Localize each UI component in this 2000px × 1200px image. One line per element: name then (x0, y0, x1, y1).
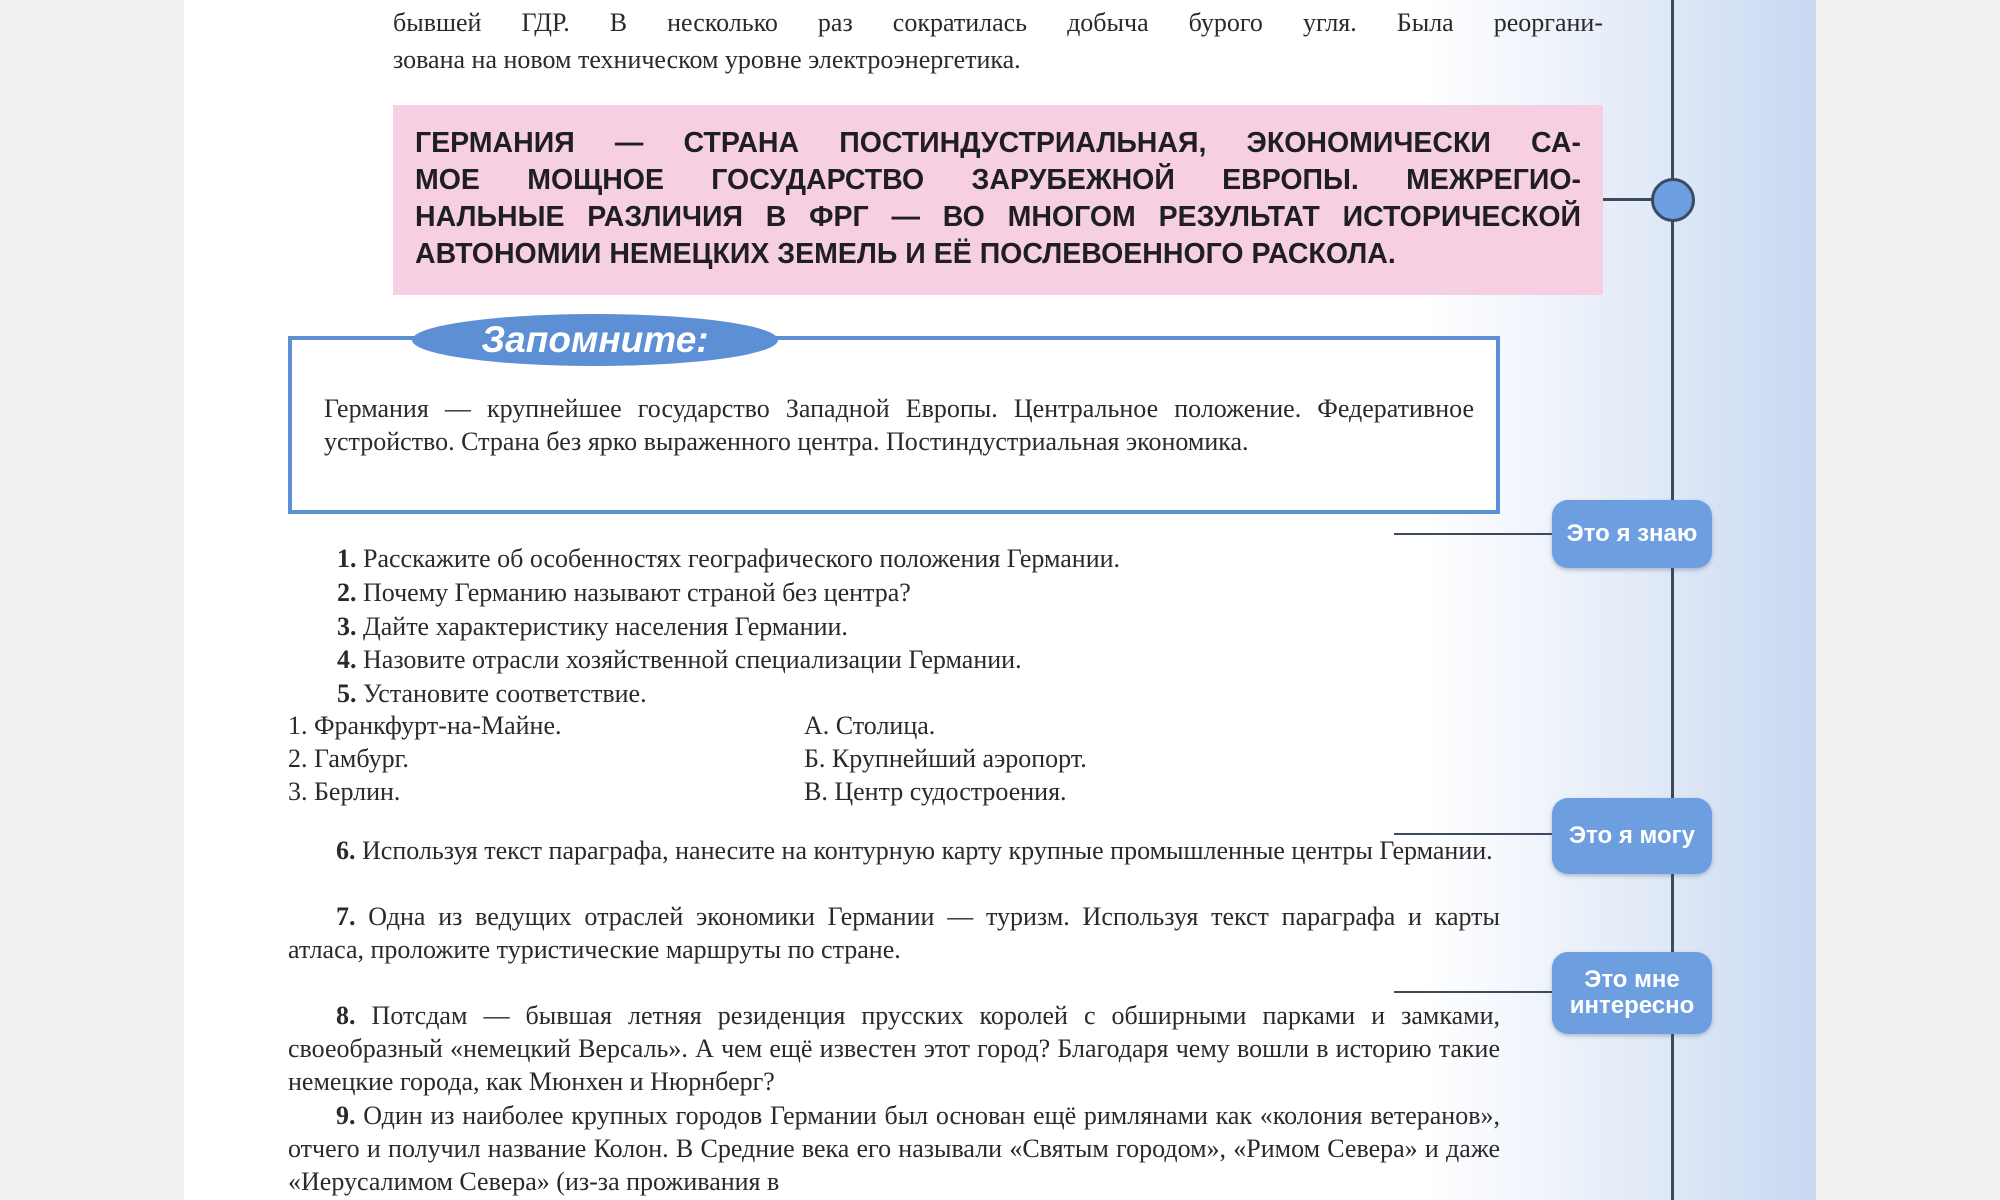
matching-right-2: Б. Крупнейший аэропорт. (804, 744, 1087, 773)
can-tag: Это я могу (1552, 798, 1712, 874)
key-statement-line-2: МОЕ МОЩНОЕ ГОСУДАРСТВО ЗАРУБЕЖНОЙ ЕВРОПЫ. МЕЖРЕГИО- (415, 164, 1581, 196)
know-tag-connector (1394, 533, 1554, 535)
question-text: Дайте характеристику населения Германии. (363, 612, 848, 641)
question-number: 3. (337, 612, 357, 641)
task-text: Используя текст параграфа, нанесите на контурную карту крупные промышленные центры Германии. (362, 836, 1493, 865)
task-8 (288, 999, 1500, 1098)
task-text: Потсдам — бывшая летняя резиденция прусских королей с обширными парками и замками, своеобразный «немецкий Версаль». А чем ещё известен этот город? Благодаря чему вошли в историю такие немецкие города, как Мюнхен и Нюрнберг? (288, 1001, 1501, 1096)
task-6 (288, 834, 1500, 867)
task-number: 9. (336, 1101, 356, 1130)
task-9 (288, 1099, 1500, 1198)
question-number: 1. (337, 544, 357, 573)
question-number: 5. (337, 679, 357, 708)
matching-right-1: А. Столица. (804, 711, 936, 740)
question-3 (337, 608, 848, 645)
question-text: Назовите отрасли хозяйственной специализации Германии. (363, 645, 1022, 674)
interesting-tag-line-2: интересно (1569, 992, 1695, 1019)
know-tag: Это я знаю (1552, 500, 1712, 568)
question-4 (337, 641, 1022, 678)
task-text: Одна из ведущих отраслей экономики Германии — туризм. Используя текст параграфа и карты атласа, проложите туристические маршруты по стране. (288, 902, 1501, 964)
question-2 (337, 574, 911, 611)
intro-line-1: бывшей ГДР. В несколько раз сократилась добыча бурого угля. Была реоргани- (393, 8, 1603, 37)
interesting-tag-line-1: Это мне (1584, 966, 1680, 993)
interesting-tag-connector (1394, 991, 1554, 993)
interesting-tag (1552, 952, 1712, 1034)
remember-title-badge: Запомните: (412, 314, 778, 366)
intro-paragraph (393, 4, 1603, 78)
key-statement-line-4: АВТОНОМИИ НЕМЕЦКИХ ЗЕМЕЛЬ И ЕЁ ПОСЛЕВОЕННОГО РАСКОЛА. (415, 238, 1396, 270)
task-number: 8. (336, 1001, 356, 1030)
remember-text: Германия — крупнейшее государство Западной Европы. Центральное положение. Федеративное устройство. Страна без ярко выраженного центра. Постиндустриальная экономика. (324, 394, 1474, 456)
task-text: Один из наиболее крупных городов Германии был основан ещё римлянами как «колония ветеранов», отчего и получил название Колон. В Средние века его называли «Святым городом», «Римом Севера» и даже «Иерусалимом Севера» (из-за проживания в (288, 1101, 1501, 1196)
question-text: Расскажите об особенностях географического положения Германии. (363, 544, 1121, 573)
key-statement-line-3: НАЛЬНЫЕ РАЗЛИЧИЯ В ФРГ — ВО МНОГОМ РЕЗУЛЬТАТ ИСТОРИЧЕСКОЙ (415, 201, 1581, 233)
timeline-node-icon (1651, 178, 1695, 222)
remember-box (288, 336, 1500, 514)
question-number: 2. (337, 578, 357, 607)
question-number: 4. (337, 645, 357, 674)
matching-left-1: 1. Франкфурт-на-Майне. (288, 711, 562, 740)
question-5 (337, 675, 647, 712)
key-statement-box (393, 105, 1603, 295)
key-statement-line-1: ГЕРМАНИЯ — СТРАНА ПОСТИНДУСТРИАЛЬНАЯ, ЭКОНОМИЧЕСКИ СА- (415, 127, 1581, 159)
task-7 (288, 900, 1500, 966)
question-1 (337, 540, 1120, 577)
question-text: Почему Германию называют страной без центра? (363, 578, 911, 607)
textbook-page (184, 0, 1816, 1200)
intro-line-2: зована на новом техническом уровне электроэнергетика. (393, 45, 1021, 74)
task-number: 6. (336, 836, 356, 865)
question-text: Установите соответствие. (363, 679, 647, 708)
matching-right-3: В. Центр судостроения. (804, 777, 1067, 806)
task-number: 7. (336, 902, 356, 931)
matching-left-2: 2. Гамбург. (288, 744, 409, 773)
matching-left-3: 3. Берлин. (288, 777, 401, 806)
